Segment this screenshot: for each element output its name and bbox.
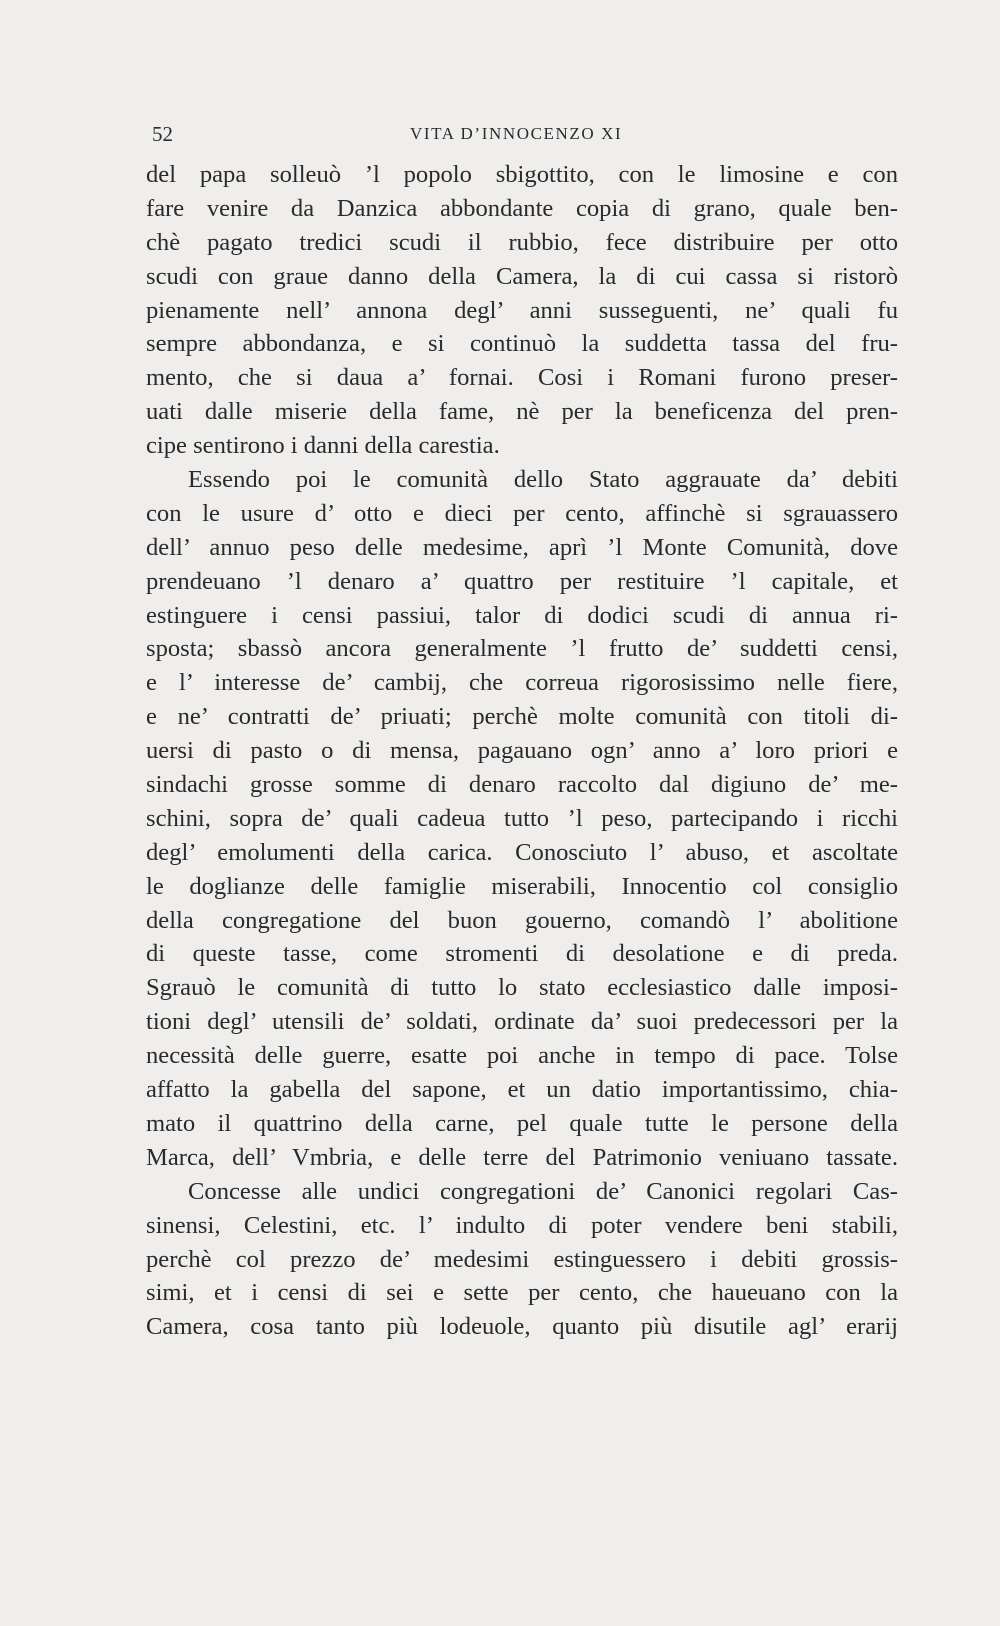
- text-line: scudi con graue danno della Camera, la di cui cassa si ristorò: [146, 262, 898, 290]
- text-line: sposta; sbassò ancora generalmente ’l frutto de’ suddetti censi,: [146, 635, 898, 663]
- text-line: schini, sopra de’ quali cadeua tutto ’l peso, partecipando i ricchi: [146, 804, 898, 832]
- text-line: mento, che si daua a’ fornai. Cosi i Romani furono preser-: [146, 364, 898, 392]
- paragraph-start-line: Essendo poi le comunità dello Stato aggrauate da’ debiti: [188, 466, 898, 494]
- text-line: e l’ interesse de’ cambij, che correua rigorosissimo nelle fiere,: [146, 669, 898, 697]
- text-line: con le usure d’ otto e dieci per cento, affinchè si sgrauassero: [146, 499, 898, 527]
- text-line: estinguere i censi passiui, talor di dodici scudi di annua ri-: [146, 601, 898, 629]
- text-line: Sgrauò le comunità di tutto lo stato ecclesiastico dalle imposi-: [146, 974, 898, 1002]
- text-line: di queste tasse, come stromenti di desolatione e di preda.: [146, 940, 898, 968]
- text-line: dell’ annuo peso delle medesime, aprì ’l Monte Comunità, dove: [146, 533, 898, 561]
- text-line: degl’ emolumenti della carica. Conosciuto l’ abuso, et ascoltate: [146, 838, 898, 866]
- text-line: perchè col prezzo de’ medesimi estinguessero i debiti grossis-: [146, 1245, 898, 1273]
- text-line: necessità delle guerre, esatte poi anche in tempo di pace. Tolse: [146, 1042, 898, 1070]
- text-line: fare venire da Danzica abbondante copia di grano, quale ben-: [146, 194, 898, 222]
- body-text: [146, 158, 898, 1344]
- text-line: Marca, dell’ Vmbria, e delle terre del Patrimonio veniuano tassate.: [146, 1143, 898, 1171]
- paragraph-start-line: Concesse alle undici congregationi de’ Canonici regolari Cas-: [188, 1177, 898, 1205]
- text-line: mato il quattrino della carne, pel quale tutte le persone della: [146, 1109, 898, 1137]
- text-line: sempre abbondanza, e si continuò la suddetta tassa del fru-: [146, 330, 898, 358]
- running-title: VITA D’INNOCENZO XI: [410, 124, 623, 143]
- text-line: simi, et i censi di sei e sette per cento, che haueuano con la: [146, 1279, 898, 1307]
- text-line: pienamente nell’ annona degl’ anni susseguenti, ne’ quali fu: [146, 296, 898, 324]
- page-number: 52: [152, 122, 173, 146]
- text-line: prendeuano ’l denaro a’ quattro per restituire ’l capitale, et: [146, 567, 898, 595]
- running-head: [152, 122, 852, 152]
- text-line: uati dalle miserie della fame, nè per la beneficenza del pren-: [146, 398, 898, 426]
- text-line: le doglianze delle famiglie miserabili, Innocentio col consiglio: [146, 872, 898, 900]
- text-line: sinensi, Celestini, etc. l’ indulto di poter vendere beni stabili,: [146, 1211, 898, 1239]
- text-line: uersi di pasto o di mensa, pagauano ogn’ anno a’ loro priori e: [146, 737, 898, 765]
- text-line: sindachi grosse somme di denaro raccolto dal digiuno de’ me-: [146, 771, 898, 799]
- text-line: e ne’ contratti de’ priuati; perchè molte comunità con titoli di-: [146, 703, 898, 731]
- text-line: tioni degl’ utensili de’ soldati, ordinate da’ suoi predecessori per la: [146, 1008, 898, 1036]
- text-line: Camera, cosa tanto più lodeuole, quanto più disutile agl’ erarij: [146, 1313, 898, 1341]
- text-line: chè pagato tredici scudi il rubbio, fece distribuire per otto: [146, 228, 898, 256]
- text-line: della congregatione del buon gouerno, comandò l’ abolitione: [146, 906, 898, 934]
- text-line: del papa solleuò ’l popolo sbigottito, con le limosine e con: [146, 161, 898, 188]
- paragraph-end-line: cipe sentirono i danni della carestia.: [146, 432, 500, 460]
- text-line: affatto la gabella del sapone, et un datio importantissimo, chia-: [146, 1076, 898, 1104]
